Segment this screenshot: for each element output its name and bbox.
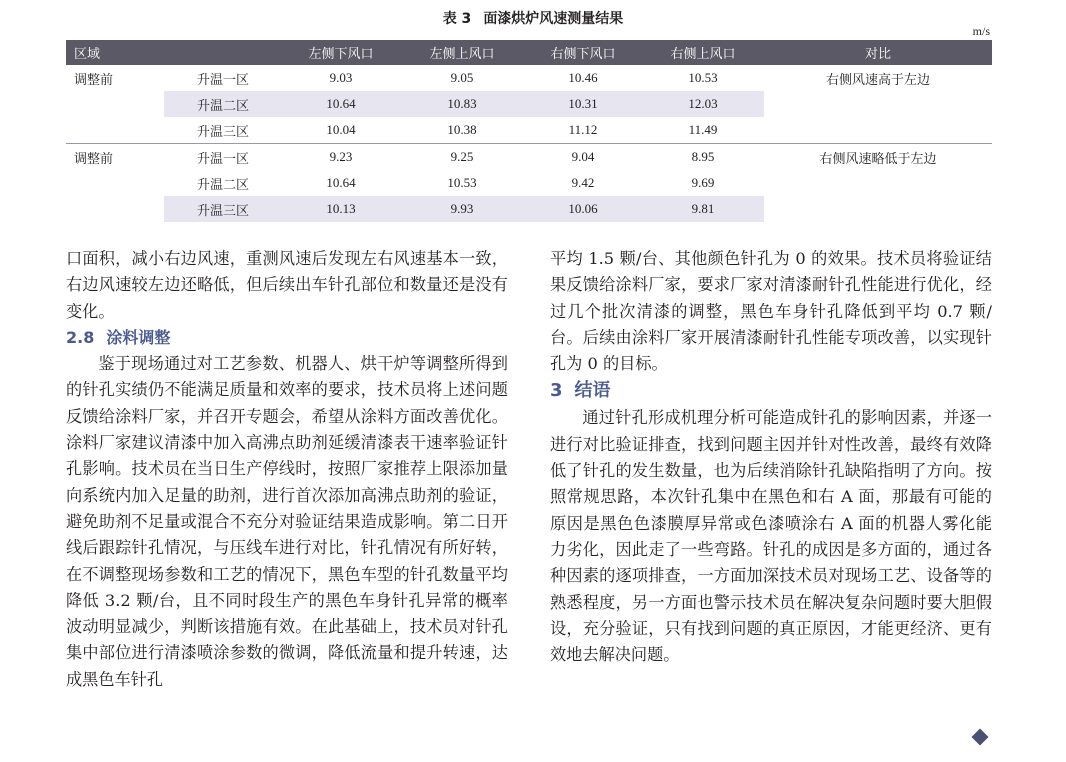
value-cell: 10.83 [400, 91, 524, 117]
table-caption-number: 表 3 [442, 11, 472, 27]
value-cell: 11.12 [524, 117, 642, 144]
zone-cell: 升温三区 [164, 196, 282, 222]
value-cell: 9.05 [450, 70, 474, 85]
left-text-column [66, 246, 508, 693]
zone-cell: 升温二区 [196, 177, 249, 193]
table-caption-title: 面漆烘炉风速测量结果 [483, 11, 624, 27]
right-text-column [550, 246, 992, 668]
value-cell: 9.81 [642, 196, 764, 222]
table-caption [0, 8, 1066, 28]
comparison-cell: 右侧风速略低于左边 [819, 152, 937, 167]
wind-speed-table [66, 40, 992, 222]
table-header-row [66, 40, 992, 65]
paragraph: 通过针孔形成机理分析可能造成针孔的影响因素，并逐一进行对比验证排查，找到问题主因并针对性改善，最终有效降低了针孔的发生数量，也为后续消除针孔缺陷指明了方向。按照常规思路，本次针孔集中在黑色和右 A 面，那最有可能的原因是黑色色漆膜厚异常或色漆喷涂右 A 面的机器人雾化能力劣化，因此走了一些弯路。针孔的成因是多方面的，通过各种因素的逐项排查，一方面加深技术员对现场工艺、设备等的熟悉程度，另一方面也警示技术员在解决复杂问题时要大胆假设，充分验证，只有找到问题的真正原因，才能更经济、更有效地去解决问题。 [550, 408, 992, 665]
zone-cell: 升温三区 [164, 117, 282, 144]
value-cell: 10.38 [400, 117, 524, 144]
value-cell: 9.03 [329, 70, 353, 85]
value-cell: 10.04 [282, 117, 400, 144]
header-comparison: 对比 [764, 40, 992, 65]
value-cell: 9.25 [450, 149, 474, 164]
value-cell: 12.03 [642, 91, 764, 117]
value-cell: 9.04 [571, 149, 595, 164]
value-cell: 9.42 [571, 175, 595, 190]
section-title: 结语 [574, 380, 611, 402]
header-right-lower: 右侧下风口 [524, 40, 642, 65]
value-cell: 10.53 [447, 175, 477, 190]
zone-cell: 升温一区 [196, 151, 249, 167]
value-cell: 10.06 [524, 196, 642, 222]
region-cell: 调整前 [66, 65, 164, 144]
paragraph: 口面积，减小右边风速，重测风速后发现左右风速基本一致，右边风速较左边还略低，但后续出车针孔部位和数量还是没有变化。 [66, 249, 508, 321]
value-cell: 9.23 [329, 149, 353, 164]
section-number: 2.8 [66, 327, 95, 347]
header-right-upper: 右侧上风口 [642, 40, 764, 65]
diamond-icon [972, 729, 989, 746]
section-heading [66, 325, 508, 351]
value-cell: 9.69 [691, 175, 715, 190]
header-region: 区域 [66, 40, 164, 65]
value-cell: 10.31 [524, 91, 642, 117]
comparison-cell: 右侧风速高于左边 [764, 65, 992, 144]
table-row [66, 65, 992, 91]
value-cell: 10.64 [282, 91, 400, 117]
value-cell: 10.64 [326, 175, 356, 190]
value-cell: 10.46 [568, 70, 598, 85]
section-title: 涂料调整 [106, 327, 171, 347]
region-cell: 调整前 [74, 152, 114, 167]
header-zone [164, 40, 282, 65]
table-row [66, 144, 992, 171]
section-number: 3 [550, 380, 563, 402]
zone-cell: 升温一区 [196, 72, 249, 88]
value-cell: 11.49 [642, 117, 764, 144]
zone-cell: 升温二区 [164, 91, 282, 117]
paragraph: 鉴于现场通过对工艺参数、机器人、烘干炉等调整所得到的针孔实绩仍不能满足质量和效率的要求，技术员将上述问题反馈给涂料厂家，并召开专题会，希望从涂料方面改善优化。涂料厂家建议清漆中加入高沸点助剂延缓清漆表干速率验证针孔影响。技术员在当日生产停线时，按照厂家推荐上限添加量向系统内加入足量的助剂，进行首次添加高沸点助剂的验证，避免助剂不足量或混合不充分对验证结果造成影响。第二日开线后跟踪针孔情况，与压线车进行对比，针孔情况有所好转，在不调整现场参数和工艺的情况下，黑色车型的针孔数量平均降低 3.2 颗/台，且不同时段生产的黑色车身针孔异常的概率波动明显减少，判断该措施有效。在此基础上，技术员对针孔集中部位进行清漆喷涂参数的微调，降低流量和提升转速，达成黑色车针孔 [66, 354, 508, 689]
paragraph: 平均 1.5 颗/台、其他颜色针孔为 0 的效果。技术员将验证结果反馈给涂料厂家，要求厂家对清漆耐针孔性能进行优化，经过几个批次清漆的调整，黑色车身针孔降低到平均 0.7 颗/台。后续由涂料厂家开展清漆耐针孔性能专项改善，以实现针孔为 0 的目标。 [550, 249, 992, 374]
section-heading [550, 377, 992, 405]
table-unit: m/s [972, 24, 990, 38]
value-cell: 10.53 [688, 70, 718, 85]
header-left-upper: 左侧上风口 [400, 40, 524, 65]
value-cell: 9.93 [400, 196, 524, 222]
header-left-lower: 左侧下风口 [282, 40, 400, 65]
value-cell: 10.13 [282, 196, 400, 222]
value-cell: 8.95 [691, 149, 715, 164]
